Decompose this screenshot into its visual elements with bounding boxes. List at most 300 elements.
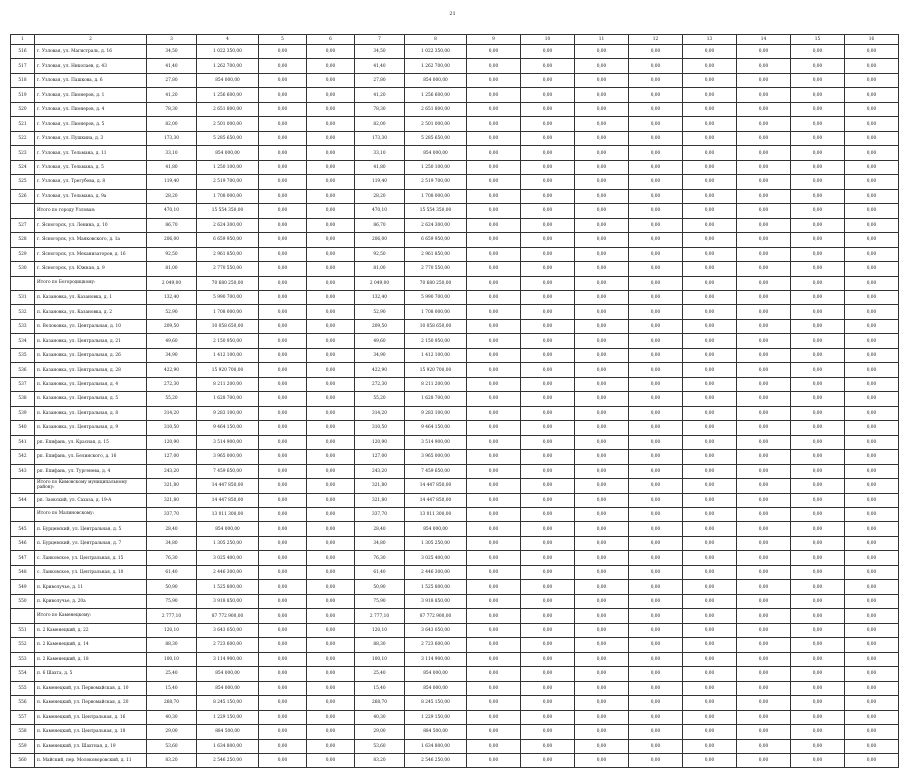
value-cell: 0,00 xyxy=(575,739,629,753)
row-number xyxy=(11,479,35,493)
table-row xyxy=(11,725,899,739)
value-cell: 0,00 xyxy=(683,667,737,681)
value-cell: 0,00 xyxy=(467,59,521,73)
value-cell: 0,00 xyxy=(683,59,737,73)
value-cell: 0,00 xyxy=(259,204,307,218)
value-cell: 0,00 xyxy=(259,710,307,724)
value-cell: 0,00 xyxy=(737,233,791,247)
value-cell: 14 447 850,00 xyxy=(405,493,467,507)
value-cell: 0,00 xyxy=(467,536,521,550)
row-number: 541 xyxy=(11,435,35,449)
value-cell: 0,00 xyxy=(467,508,521,522)
column-number: 3 xyxy=(147,35,197,45)
value-cell: 3 965 000,00 xyxy=(197,450,259,464)
value-cell: 0,00 xyxy=(845,305,899,319)
address-cell: г. Узловая, ул. Пионеров, д. 5 xyxy=(35,117,147,131)
value-cell: 0,00 xyxy=(575,45,629,59)
value-cell: 0,00 xyxy=(791,131,845,145)
value-cell: 28,20 xyxy=(355,189,405,203)
value-cell: 0,00 xyxy=(845,681,899,695)
value-cell: 15 920 700,00 xyxy=(405,363,467,377)
value-cell: 78,30 xyxy=(147,102,197,116)
value-cell: 0,00 xyxy=(307,131,355,145)
value-cell: 75,90 xyxy=(355,594,405,608)
row-number: 516 xyxy=(11,45,35,59)
value-cell: 82,00 xyxy=(147,117,197,131)
value-cell: 0,00 xyxy=(845,667,899,681)
value-cell: 1 525 800,00 xyxy=(405,580,467,594)
table-row xyxy=(11,696,899,710)
value-cell: 0,00 xyxy=(629,652,683,666)
value-cell: 0,00 xyxy=(307,710,355,724)
value-cell: 0,00 xyxy=(575,319,629,333)
row-number: 529 xyxy=(11,247,35,261)
value-cell: 13 011 300,00 xyxy=(405,508,467,522)
value-cell: 82,00 xyxy=(355,117,405,131)
value-cell: 132,40 xyxy=(147,290,197,304)
value-cell: 120,90 xyxy=(147,435,197,449)
value-cell: 0,00 xyxy=(791,88,845,102)
value-cell: 52,90 xyxy=(355,305,405,319)
value-cell: 0,00 xyxy=(629,348,683,362)
table-row xyxy=(11,623,899,637)
value-cell: 0,00 xyxy=(307,739,355,753)
column-number: 8 xyxy=(405,35,467,45)
value-cell: 0,00 xyxy=(845,739,899,753)
table-row xyxy=(11,305,899,319)
value-cell: 29,00 xyxy=(355,725,405,739)
value-cell: 0,00 xyxy=(629,247,683,261)
value-cell: 61,40 xyxy=(147,565,197,579)
value-cell: 0,00 xyxy=(521,392,575,406)
value-cell: 0,00 xyxy=(307,594,355,608)
table-row xyxy=(11,652,899,666)
value-cell: 1 634 800,00 xyxy=(405,739,467,753)
value-cell: 0,00 xyxy=(575,493,629,507)
table-row xyxy=(11,334,899,348)
value-cell: 272,30 xyxy=(355,377,405,391)
value-cell: 0,00 xyxy=(307,348,355,362)
address-cell: п. Казановка, ул. Центральная, д. 26 xyxy=(35,348,147,362)
table-row xyxy=(11,565,899,579)
value-cell: 87 772 900,00 xyxy=(197,609,259,623)
value-cell: 209,50 xyxy=(147,319,197,333)
row-number: 539 xyxy=(11,406,35,420)
value-cell: 0,00 xyxy=(521,479,575,493)
subtotal-label: Итого по Кимовскому муниципальному району: xyxy=(35,479,147,493)
row-number: 551 xyxy=(11,623,35,637)
address-cell: п. Волоковка, ул. Центральная, д. 10 xyxy=(35,319,147,333)
value-cell: 0,00 xyxy=(629,290,683,304)
value-cell: 0,00 xyxy=(259,421,307,435)
value-cell: 0,00 xyxy=(307,290,355,304)
value-cell: 0,00 xyxy=(791,594,845,608)
value-cell: 15 920 700,00 xyxy=(197,363,259,377)
column-number: 9 xyxy=(467,35,521,45)
value-cell: 0,00 xyxy=(845,146,899,160)
value-cell: 0,00 xyxy=(259,522,307,536)
value-cell: 2 777,10 xyxy=(355,609,405,623)
value-cell: 0,00 xyxy=(629,725,683,739)
value-cell: 0,00 xyxy=(575,88,629,102)
value-cell: 0,00 xyxy=(683,551,737,565)
value-cell: 0,00 xyxy=(737,45,791,59)
value-cell: 0,00 xyxy=(521,421,575,435)
value-cell: 0,00 xyxy=(683,189,737,203)
value-cell: 0,00 xyxy=(845,609,899,623)
table-row xyxy=(11,580,899,594)
value-cell: 854 000,00 xyxy=(197,667,259,681)
value-cell: 0,00 xyxy=(575,377,629,391)
subtotal-label: Итого по Малиновскому: xyxy=(35,508,147,522)
table-row xyxy=(11,392,899,406)
value-cell: 76,30 xyxy=(355,551,405,565)
value-cell: 0,00 xyxy=(683,623,737,637)
value-cell: 0,00 xyxy=(737,710,791,724)
address-cell: г. Узловая, ул. Тельмана, д. 5 xyxy=(35,160,147,174)
value-cell: 0,00 xyxy=(629,551,683,565)
value-cell: 0,00 xyxy=(467,464,521,478)
value-cell: 0,00 xyxy=(521,363,575,377)
row-number: 522 xyxy=(11,131,35,145)
value-cell: 0,00 xyxy=(629,73,683,87)
value-cell: 0,00 xyxy=(575,73,629,87)
value-cell: 2 049,00 xyxy=(147,276,197,290)
value-cell: 0,00 xyxy=(845,551,899,565)
value-cell: 2 150 950,00 xyxy=(405,334,467,348)
value-cell: 470,10 xyxy=(147,204,197,218)
value-cell: 0,00 xyxy=(629,739,683,753)
value-cell: 0,00 xyxy=(629,160,683,174)
value-cell: 0,00 xyxy=(737,146,791,160)
column-number: 10 xyxy=(521,35,575,45)
value-cell: 0,00 xyxy=(521,175,575,189)
value-cell: 0,00 xyxy=(521,580,575,594)
value-cell: 0,00 xyxy=(629,638,683,652)
value-cell: 0,00 xyxy=(791,319,845,333)
column-number: 12 xyxy=(629,35,683,45)
value-cell: 0,00 xyxy=(683,580,737,594)
value-cell: 0,00 xyxy=(259,363,307,377)
table-row xyxy=(11,464,899,478)
value-cell: 0,00 xyxy=(845,435,899,449)
value-cell: 0,00 xyxy=(307,580,355,594)
value-cell: 0,00 xyxy=(307,450,355,464)
value-cell: 0,00 xyxy=(737,450,791,464)
value-cell: 0,00 xyxy=(467,667,521,681)
value-cell: 0,00 xyxy=(575,290,629,304)
value-cell: 0,00 xyxy=(629,233,683,247)
value-cell: 100,10 xyxy=(147,652,197,666)
value-cell: 0,00 xyxy=(521,348,575,362)
value-cell: 0,00 xyxy=(575,565,629,579)
value-cell: 0,00 xyxy=(845,189,899,203)
value-cell: 0,00 xyxy=(259,536,307,550)
value-cell: 0,00 xyxy=(791,565,845,579)
value-cell: 9 283 100,00 xyxy=(197,406,259,420)
subtotal-row xyxy=(11,609,899,623)
value-cell: 0,00 xyxy=(683,652,737,666)
value-cell: 0,00 xyxy=(259,493,307,507)
value-cell: 2 723 600,00 xyxy=(197,638,259,652)
value-cell: 0,00 xyxy=(683,406,737,420)
value-cell: 0,00 xyxy=(845,73,899,87)
value-cell: 0,00 xyxy=(307,377,355,391)
table-row xyxy=(11,536,899,550)
value-cell: 0,00 xyxy=(307,435,355,449)
value-cell: 0,00 xyxy=(307,536,355,550)
value-cell: 0,00 xyxy=(467,204,521,218)
value-cell: 0,00 xyxy=(307,276,355,290)
table-row xyxy=(11,59,899,73)
value-cell: 0,00 xyxy=(845,377,899,391)
value-cell: 0,00 xyxy=(467,681,521,695)
value-cell: 41,80 xyxy=(355,160,405,174)
value-cell: 0,00 xyxy=(467,522,521,536)
value-cell: 0,00 xyxy=(629,189,683,203)
value-cell: 0,00 xyxy=(629,363,683,377)
value-cell: 0,00 xyxy=(307,725,355,739)
value-cell: 2 777,10 xyxy=(147,609,197,623)
value-cell: 1 708 000,00 xyxy=(197,305,259,319)
table-row xyxy=(11,131,899,145)
value-cell: 0,00 xyxy=(845,233,899,247)
value-cell: 0,00 xyxy=(683,73,737,87)
value-cell: 0,00 xyxy=(575,406,629,420)
address-cell: п. Криволучье, д. 20а xyxy=(35,594,147,608)
value-cell: 0,00 xyxy=(307,667,355,681)
row-number: 535 xyxy=(11,348,35,362)
value-cell: 8 211 200,00 xyxy=(405,377,467,391)
value-cell: 0,00 xyxy=(307,623,355,637)
value-cell: 0,00 xyxy=(683,363,737,377)
value-cell: 0,00 xyxy=(845,725,899,739)
value-cell: 0,00 xyxy=(683,725,737,739)
value-cell: 61,40 xyxy=(355,565,405,579)
value-cell: 0,00 xyxy=(629,753,683,767)
row-number: 531 xyxy=(11,290,35,304)
value-cell: 0,00 xyxy=(521,117,575,131)
value-cell: 0,00 xyxy=(791,652,845,666)
address-cell: п. Бурцевский, ул. Центральная, д. 7 xyxy=(35,536,147,550)
value-cell: 0,00 xyxy=(683,753,737,767)
value-cell: 854 000,00 xyxy=(405,667,467,681)
address-cell: п. Каменецкий, ул. Центральная, д. 16 xyxy=(35,710,147,724)
value-cell: 0,00 xyxy=(575,131,629,145)
value-cell: 15 554 350,00 xyxy=(405,204,467,218)
value-cell: 0,00 xyxy=(521,377,575,391)
value-cell: 0,00 xyxy=(629,204,683,218)
value-cell: 884 500,00 xyxy=(197,725,259,739)
value-cell: 100,10 xyxy=(355,652,405,666)
value-cell: 7 459 650,00 xyxy=(197,464,259,478)
value-cell: 0,00 xyxy=(467,652,521,666)
row-number: 525 xyxy=(11,175,35,189)
value-cell: 0,00 xyxy=(629,435,683,449)
value-cell: 0,00 xyxy=(521,508,575,522)
value-cell: 2 961 850,00 xyxy=(405,247,467,261)
address-cell: п. Криволучье, д. 11 xyxy=(35,580,147,594)
value-cell: 8 211 200,00 xyxy=(197,377,259,391)
value-cell: 2 150 950,00 xyxy=(197,334,259,348)
value-cell: 0,00 xyxy=(683,479,737,493)
address-cell: г. Ясногорск, ул. Ленина, д. 10 xyxy=(35,218,147,232)
value-cell: 0,00 xyxy=(791,247,845,261)
value-cell: 3 025 400,00 xyxy=(405,551,467,565)
value-cell: 0,00 xyxy=(629,696,683,710)
subtotal-label: Итого по Богородицкому: xyxy=(35,276,147,290)
value-cell: 28,40 xyxy=(355,522,405,536)
value-cell: 0,00 xyxy=(307,421,355,435)
value-cell: 1 022 350,00 xyxy=(197,45,259,59)
value-cell: 0,00 xyxy=(467,305,521,319)
value-cell: 27,80 xyxy=(355,73,405,87)
value-cell: 127,00 xyxy=(147,450,197,464)
value-cell: 0,00 xyxy=(521,725,575,739)
value-cell: 0,00 xyxy=(259,160,307,174)
value-cell: 0,00 xyxy=(521,551,575,565)
value-cell: 41,80 xyxy=(147,160,197,174)
value-cell: 40,30 xyxy=(355,710,405,724)
value-cell: 0,00 xyxy=(791,146,845,160)
address-cell: с. Ланковское, ул. Центральная, д. 15 xyxy=(35,551,147,565)
row-number: 549 xyxy=(11,580,35,594)
value-cell: 119,40 xyxy=(355,175,405,189)
value-cell: 0,00 xyxy=(259,247,307,261)
value-cell: 2 961 850,00 xyxy=(197,247,259,261)
value-cell: 0,00 xyxy=(467,435,521,449)
value-cell: 9 283 100,00 xyxy=(405,406,467,420)
value-cell: 83,20 xyxy=(355,753,405,767)
data-table xyxy=(10,34,899,768)
value-cell: 0,00 xyxy=(575,160,629,174)
address-cell: г. Ясногорск, ул. Механизаторов, д. 16 xyxy=(35,247,147,261)
value-cell: 0,00 xyxy=(307,753,355,767)
table-row xyxy=(11,710,899,724)
value-cell: 0,00 xyxy=(259,189,307,203)
value-cell: 70 680 250,00 xyxy=(197,276,259,290)
value-cell: 0,00 xyxy=(845,565,899,579)
value-cell: 0,00 xyxy=(737,73,791,87)
row-number: 537 xyxy=(11,377,35,391)
value-cell: 0,00 xyxy=(683,609,737,623)
value-cell: 2 501 000,00 xyxy=(405,117,467,131)
value-cell: 0,00 xyxy=(307,392,355,406)
address-cell: п. Каменецкий, ул. Шахтная, д. 19 xyxy=(35,739,147,753)
value-cell: 0,00 xyxy=(259,623,307,637)
value-cell: 0,00 xyxy=(683,435,737,449)
subtotal-row xyxy=(11,508,899,522)
value-cell: 3 965 000,00 xyxy=(405,450,467,464)
value-cell: 0,00 xyxy=(737,652,791,666)
value-cell: 0,00 xyxy=(307,493,355,507)
value-cell: 0,00 xyxy=(737,276,791,290)
value-cell: 92,50 xyxy=(147,247,197,261)
value-cell: 0,00 xyxy=(737,551,791,565)
value-cell: 52,90 xyxy=(147,305,197,319)
value-cell: 0,00 xyxy=(521,710,575,724)
value-cell: 0,00 xyxy=(845,175,899,189)
value-cell: 41,20 xyxy=(355,88,405,102)
value-cell: 0,00 xyxy=(259,45,307,59)
value-cell: 0,00 xyxy=(521,204,575,218)
value-cell: 0,00 xyxy=(791,348,845,362)
value-cell: 0,00 xyxy=(845,464,899,478)
value-cell: 3 114 900,00 xyxy=(197,652,259,666)
value-cell: 0,00 xyxy=(791,117,845,131)
value-cell: 0,00 xyxy=(791,175,845,189)
value-cell: 1 305 250,00 xyxy=(197,536,259,550)
value-cell: 0,00 xyxy=(683,565,737,579)
value-cell: 2 501 000,00 xyxy=(197,117,259,131)
value-cell: 34,90 xyxy=(355,348,405,362)
value-cell: 0,00 xyxy=(575,710,629,724)
value-cell: 88,30 xyxy=(147,638,197,652)
value-cell: 0,00 xyxy=(737,609,791,623)
value-cell: 5 990 700,00 xyxy=(405,290,467,304)
address-cell: п. 6 Шахта, д. 5 xyxy=(35,667,147,681)
value-cell: 55,20 xyxy=(355,392,405,406)
value-cell: 0,00 xyxy=(683,117,737,131)
value-cell: 0,00 xyxy=(521,623,575,637)
address-cell: г. Узловая, ул. Трегубова, д. 8 xyxy=(35,175,147,189)
value-cell: 0,00 xyxy=(259,305,307,319)
value-cell: 49,60 xyxy=(355,334,405,348)
value-cell: 0,00 xyxy=(683,493,737,507)
value-cell: 3 918 850,00 xyxy=(197,594,259,608)
value-cell: 0,00 xyxy=(259,218,307,232)
table-row xyxy=(11,160,899,174)
value-cell: 314,20 xyxy=(147,406,197,420)
value-cell: 337,70 xyxy=(355,508,405,522)
value-cell: 0,00 xyxy=(683,681,737,695)
value-cell: 173,30 xyxy=(147,131,197,145)
table-row xyxy=(11,450,899,464)
value-cell: 8 245 150,00 xyxy=(405,696,467,710)
value-cell: 0,00 xyxy=(467,117,521,131)
value-cell: 0,00 xyxy=(737,131,791,145)
value-cell: 5 990 700,00 xyxy=(197,290,259,304)
value-cell: 2 519 700,00 xyxy=(405,175,467,189)
value-cell: 0,00 xyxy=(845,363,899,377)
value-cell: 34,80 xyxy=(147,536,197,550)
value-cell: 268,70 xyxy=(355,696,405,710)
address-cell: г. Узловая, ул. Магистраль, д. 16 xyxy=(35,45,147,59)
value-cell: 0,00 xyxy=(737,435,791,449)
value-cell: 0,00 xyxy=(629,131,683,145)
value-cell: 0,00 xyxy=(521,450,575,464)
table-row xyxy=(11,117,899,131)
value-cell: 0,00 xyxy=(521,262,575,276)
value-cell: 0,00 xyxy=(737,175,791,189)
row-number xyxy=(11,508,35,522)
value-cell: 0,00 xyxy=(575,609,629,623)
value-cell: 0,00 xyxy=(683,508,737,522)
table-row xyxy=(11,739,899,753)
value-cell: 0,00 xyxy=(307,681,355,695)
value-cell: 0,00 xyxy=(791,667,845,681)
value-cell: 0,00 xyxy=(737,753,791,767)
value-cell: 0,00 xyxy=(683,102,737,116)
value-cell: 0,00 xyxy=(575,551,629,565)
value-cell: 0,00 xyxy=(307,59,355,73)
value-cell: 92,50 xyxy=(355,247,405,261)
table-row xyxy=(11,753,899,767)
value-cell: 0,00 xyxy=(259,696,307,710)
value-cell: 9 464 150,00 xyxy=(197,421,259,435)
value-cell: 0,00 xyxy=(259,131,307,145)
value-cell: 27,80 xyxy=(147,73,197,87)
